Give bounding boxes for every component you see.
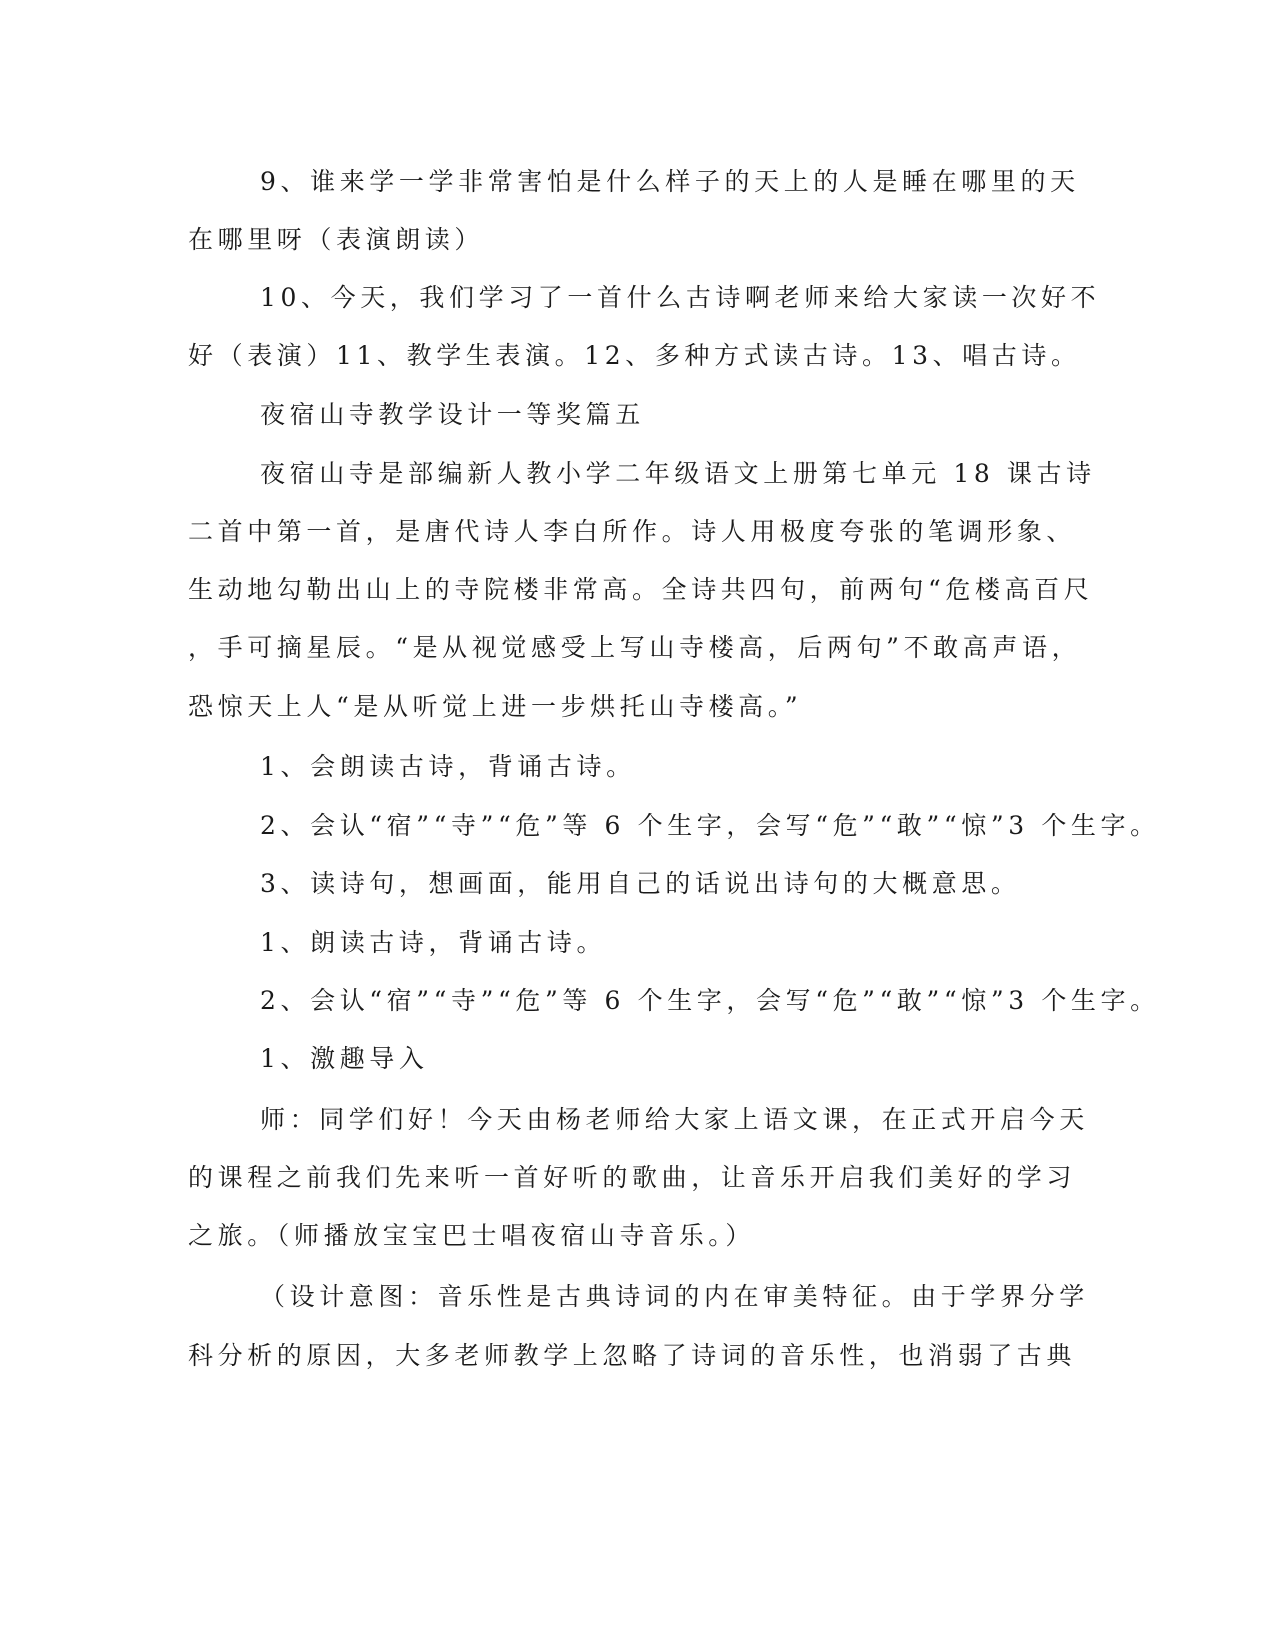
list-item: 2、会认“宿”“寺”“危”等 6 个生字，会写“危”“敢”“惊”3 个生字。 — [260, 811, 1160, 840]
list-item: 3、读诗句，想画面，能用自己的话说出诗句的大概意思。 — [260, 869, 1021, 898]
section-heading: 夜宿山寺教学设计一等奖篇五 — [260, 400, 645, 429]
text-line: 科分析的原因，大多老师教学上忽略了诗词的音乐性，也消弱了古典 — [188, 1341, 1077, 1370]
list-item: 1、朗读古诗，背诵古诗。 — [260, 928, 607, 957]
text-line: 好（表演）11、教学生表演。12、多种方式读古诗。13、唱古诗。 — [188, 341, 1081, 370]
text-line: 夜宿山寺是部编新人教小学二年级语文上册第七单元 18 课古诗 — [260, 459, 1096, 488]
text-line: ，手可摘星辰。“是从视觉感受上写山寺楼高，后两句”不敢高声语， — [188, 633, 1082, 662]
text-line: 生动地勾勒出山上的寺院楼非常高。全诗共四句，前两句“危楼高百尺 — [188, 575, 1094, 604]
list-item: 1、会朗读古诗，背诵古诗。 — [260, 752, 636, 781]
text-line: 师：同学们好！今天由杨老师给大家上语文课，在正式开启今天 — [260, 1105, 1089, 1134]
text-line: 的课程之前我们先来听一首好听的歌曲，让音乐开启我们美好的学习 — [188, 1163, 1077, 1192]
text-line: 恐惊天上人“是从听觉上进一步烘托山寺楼高。” — [188, 692, 803, 721]
text-line: 在哪里呀（表演朗读） — [188, 225, 485, 254]
text-line: （设计意图：音乐性是古典诗词的内在审美特征。由于学界分学 — [260, 1282, 1089, 1311]
text-line: 之旅。（师播放宝宝巴士唱夜宿山寺音乐。） — [188, 1221, 756, 1250]
text-line: 10、今天，我们学习了一首什么古诗啊老师来给大家读一次好不 — [260, 283, 1101, 312]
text-line: 二首中第一首，是唐代诗人李白所作。诗人用极度夸张的笔调形象、 — [188, 517, 1077, 546]
list-item: 1、激趣导入 — [260, 1044, 429, 1073]
text-line: 9、谁来学一学非常害怕是什么样子的天上的人是睡在哪里的天 — [260, 167, 1080, 196]
list-item: 2、会认“宿”“寺”“危”等 6 个生字，会写“危”“敢”“惊”3 个生字。 — [260, 986, 1160, 1015]
